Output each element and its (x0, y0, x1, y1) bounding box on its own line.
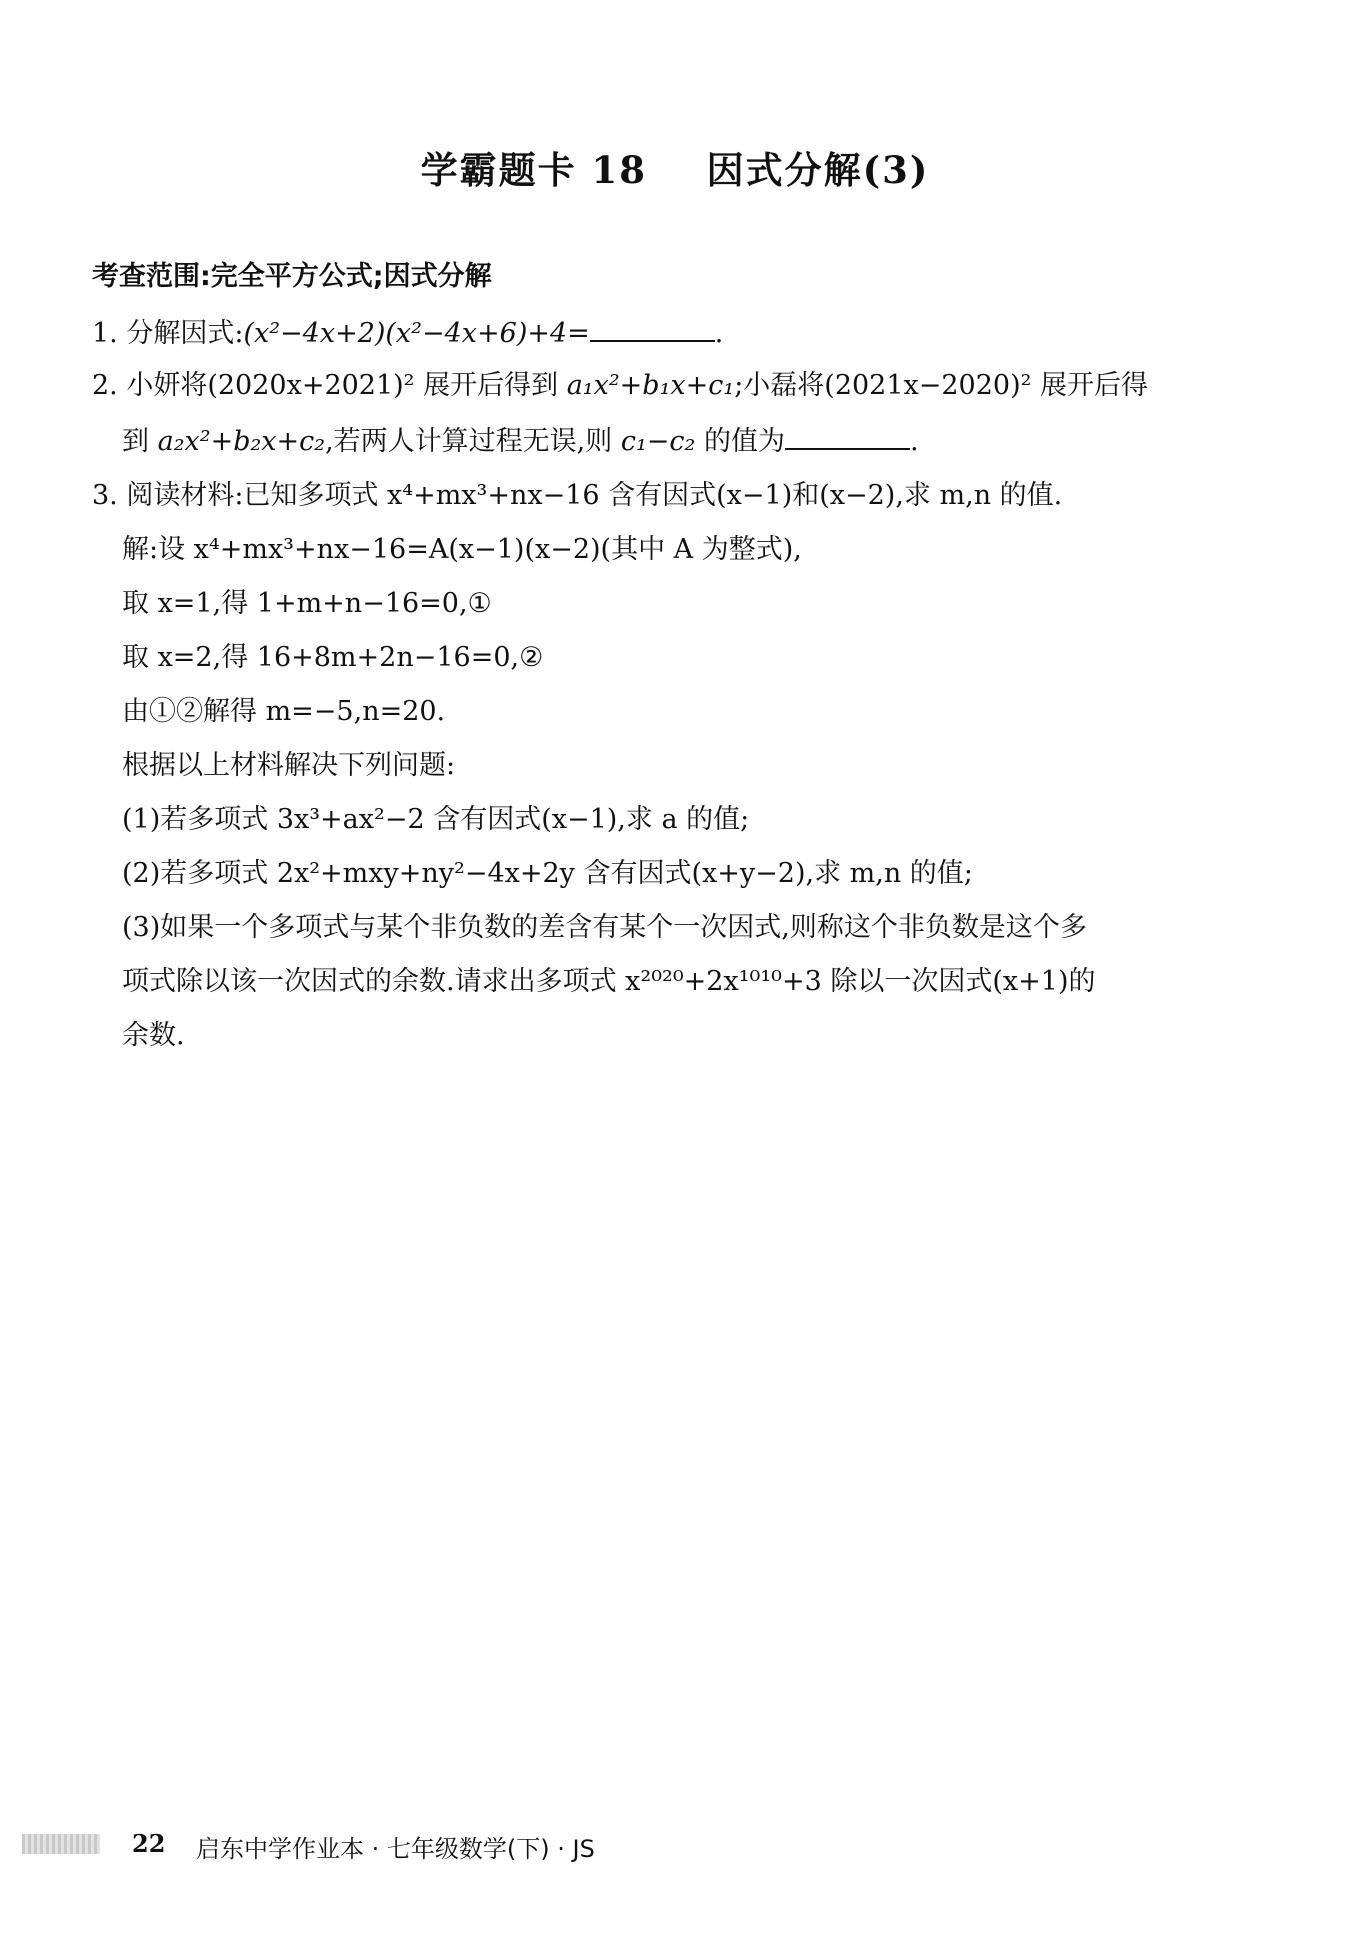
question-1-expression: (x²−4x+2)(x²−4x+6)+4= (243, 318, 590, 349)
answer-blank-2[interactable] (785, 426, 910, 450)
scope-heading: 考查范围:完全平方公式;因式分解 (92, 261, 492, 292)
page-title: 学霸题卡 18 因式分解(3) (420, 148, 930, 192)
question-2-end: . (909, 426, 919, 457)
question-1-end: . (714, 318, 724, 349)
sub-question-3-line-3: 余数. (122, 1020, 185, 1051)
question-3-line-1: 3. 阅读材料:已知多项式 x⁴+mx³+nx−16 含有因式(x−1)和(x−2),求 m,n 的值. (92, 480, 1063, 511)
question-2-text: 到 (122, 426, 158, 457)
question-2-text: 的值为 (695, 426, 785, 457)
sub-question-3-line-2: 项式除以该一次因式的余数.请求出多项式 x²⁰²⁰+2x¹⁰¹⁰+3 除以一次因式(x+1)的 (122, 966, 1096, 997)
question-2-expression-3: c₁−c₂ (620, 426, 696, 457)
page-footer (0, 1826, 1350, 1866)
question-2-line-1 (92, 372, 1148, 399)
instruction-line: 根据以上材料解决下列问题: (122, 750, 456, 781)
question-2-expression-2: a₂x²+b₂x+c₂ (157, 426, 326, 457)
question-2-text: ;小磊将(2021x−2020)² 展开后得 (734, 370, 1149, 401)
sub-question-1: (1)若多项式 3x³+ax²−2 含有因式(x−1),求 a 的值; (122, 804, 750, 835)
solution-line-3: 取 x=2,得 16+8m+2n−16=0,② (122, 642, 544, 673)
question-1 (92, 318, 723, 347)
sub-question-2: (2)若多项式 2x²+mxy+ny²−4x+2y 含有因式(x+y−2),求 m,n 的值; (122, 858, 973, 889)
question-2-text: 2. 小妍将(2020x+2021)² 展开后得到 (92, 370, 567, 401)
book-title: 启东中学作业本 · 七年级数学(下) · JS (196, 1835, 595, 1863)
question-2-text: ,若两人计算过程无误,则 (325, 426, 621, 457)
solution-line-2: 取 x=1,得 1+m+n−16=0,① (122, 588, 492, 619)
question-2-expression-1: a₁x²+b₁x+c₁ (566, 370, 735, 401)
solution-line-4: 由①②解得 m=−5,n=20. (122, 696, 446, 727)
question-1-prefix: 1. 分解因式: (92, 318, 244, 349)
footer-decoration (22, 1834, 100, 1854)
solution-line-1: 解:设 x⁴+mx³+nx−16=A(x−1)(x−2)(其中 A 为整式), (122, 534, 802, 565)
question-2-line-2 (122, 426, 919, 455)
sub-question-3-line-1: (3)如果一个多项式与某个非负数的差含有某个一次因式,则称这个非负数是这个多 (122, 912, 1087, 943)
page-number: 22 (132, 1829, 166, 1858)
answer-blank-1[interactable] (590, 318, 715, 342)
